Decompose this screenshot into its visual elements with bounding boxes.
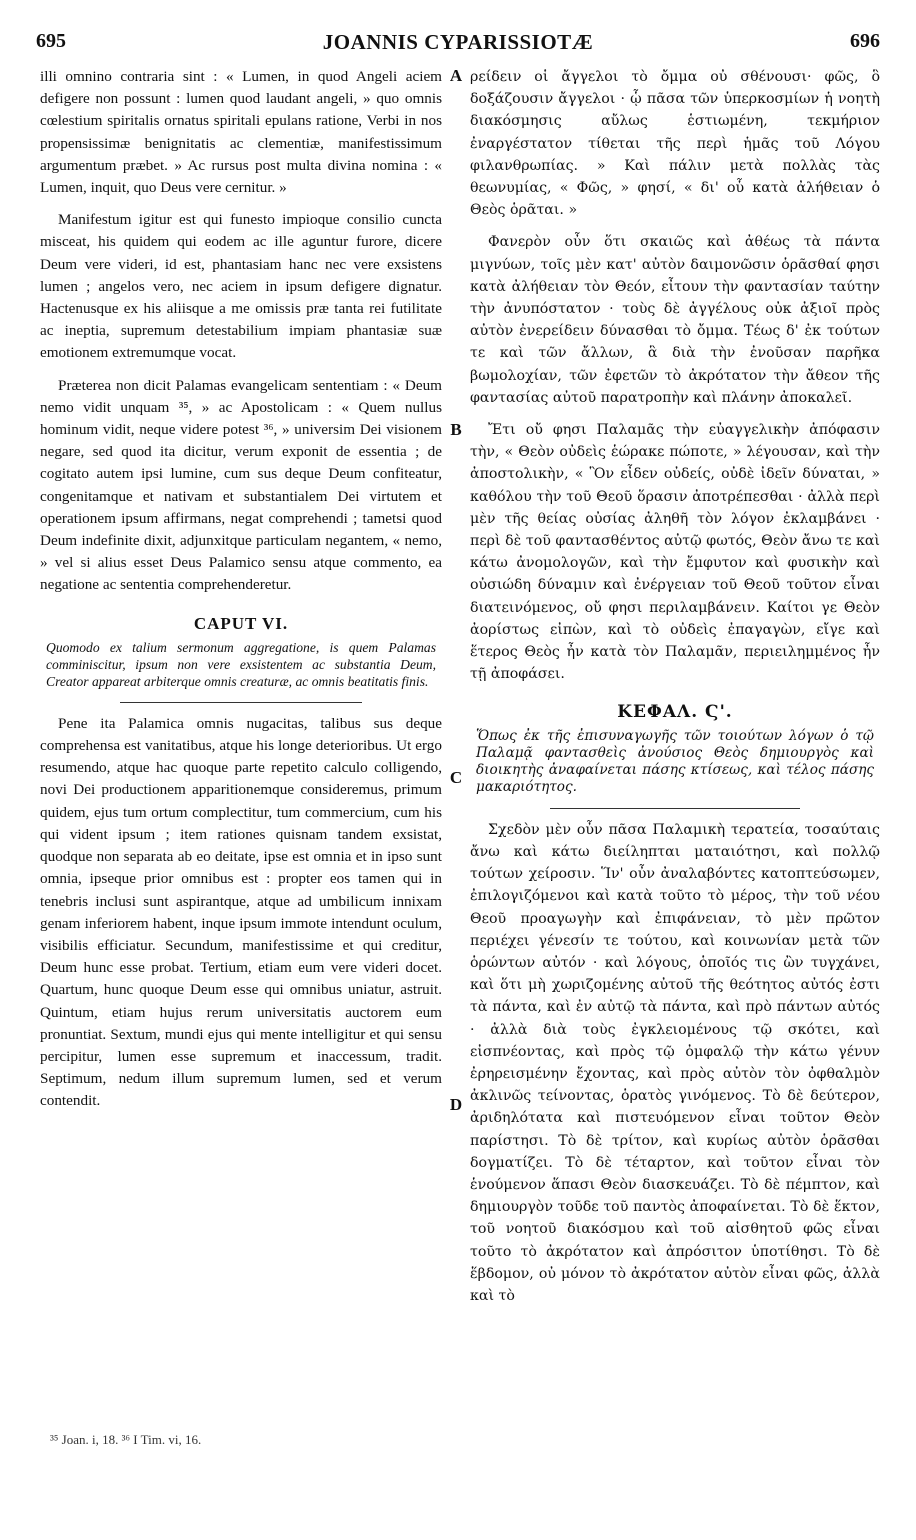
page-header	[30, 30, 886, 62]
footnotes: ³⁵ Joan. i, 18. ³⁶ I Tim. vi, 16.	[50, 1432, 202, 1447]
greek-column	[470, 66, 880, 1317]
latin-divider	[120, 702, 362, 703]
page-number-left: 695	[36, 30, 66, 52]
margin-marker-b: B	[450, 420, 462, 439]
greek-chapter-heading: ΚΕΦΑΛ. Ϛ'.	[617, 702, 733, 723]
latin-paragraph-1: illi omnino contraria sint : « Lumen, in quod Angeli aciem defigere non possunt : lumen quod laudant angeli, » quo omnis cœlestium spiritalis ornatus spiritali epulans ratione, Verbi in nos propensissimæ benignitatis ac clementiæ, manifestissimum argumentum præbet. » Ac rursus post multa divina nomina : « Lumen, inquit, quo Deus vere cernitur. »	[40, 68, 442, 197]
greek-divider	[550, 808, 800, 809]
greek-paragraph-4: Σχεδὸν μὲν οὖν πᾶσα Παλαμικὴ τερατεία, τοσαύταις ἄνω καὶ κάτω διείληπται ματαιότησι, καὶ πολλῷ τούτων χείροσιν. Ἵν' οὖν ἀναλαβόντες κατοπτεύσωμεν, ἐπιλογιζόμενοι καὶ κατὰ τοῦτο τὸ μέρος, τὴν τοῦ νέου Θεοῦ προαγωγὴν καὶ ἐπιφάνειαν, τὸ μὲν πρῶτον περιέχει γένεσίν τε τούτου, καὶ κοινωνίαν μετὰ τῶν ὁρώντων αὐτόν · καὶ λόγους, ὁποῖός τις ὢν τυγχάνει, καὶ ὅτι μὴ χωριζομένης αὐτοῦ τῆς θεότητος αὐτός ἐστι τὰ πάντα, καὶ ἐν αὐτῷ τὰ πάντα, καὶ πρὸ πάντων αὐτός · ἀλλὰ διὰ τοὺς ἐγκλειομένους τῷ σκότει, καὶ εἰσπνέοντας, καὶ πρὸς τῷ ὀμφαλῷ τὴν κάτω γένυν ἐρηρεισμένην ἔχοντας, καὶ πρὸς αὐτὸν τὸν ὀφθαλμὸν ἀκλινῶς τείνοντας, ὁρατὸς γινόμενος. Τὸ δὲ δεύτερον, ἀριδηλότατα καὶ πιστευόμενον εἶναι τοῦτον Θεὸν παρίστησι. Τὸ δὲ τρίτον, καὶ κυρίως αὐτὸν ὁρᾶσθαι δογματίζει. Τὸ δὲ τέταρτον, καὶ τοῦτον εἶναι τὸν ἑνούμενον ἅπασι Θεὸν διασκευάζει. Τὸ δὲ πέμπτον, καὶ δημιουργὸν τοῦδε τοῦ παντὸς ἀποφαίνεται. Τὸ δὲ ἕκτον, τοῦ νοητοῦ διακόσμου καὶ τοῦ αἰσθητοῦ φῶς εἶναι τοῦτο τὸ ἀκρότατον καὶ ἀπρόσιτον ὑποτίθησι. Τὸ δὲ ἕβδομον, οὐ μόνον τὸ ἀκρότατον αὐτὸν εἶναι φῶς, ἀλλὰ καὶ τὸ	[470, 821, 880, 1304]
margin-marker-a: A	[449, 66, 463, 85]
latin-chapter-heading: CAPUT VI.	[193, 613, 289, 633]
latin-paragraph-2: Manifestum igitur est qui funesto impioque consilio cuncta misceat, his quidem qui eodem ac ille aguntur furore, dicere Deum vere videri, id est, phantasiam hanc nec vere exsistens lumen ; angelos vero, nec aciem in ipsum defigere dignatur. Hactenusque ex his aliisque a me omissis præ tanta rei futilitate ac ineptia, supremum detestabilium impiam phantasiæ suæ emotionem extremumque vocat.	[40, 211, 442, 362]
latin-paragraph-4: Pene ita Palamica omnis nugacitas, talibus sus deque comprehensa est vanitatibus, atque his longe deterioribus. Ut ergo resumendo, atque hac quoque parte repetito calculo colligendo, novi Dei productionem apparitionemque consideremus, primum quidem, ejus tum ortum complectitur, tum commercium, cum his qui vident ipsum ; item rationes quisnam tandem exsistat, quodque non separata ab eo deitate, ipse est omnia et in ipso sunt omnia, ipseque prior omnibus est : propter eos tamen qui in tenebris inclusi sunt aspirantque, atque ad umbilicum innixam genam inferiorem habent, inque ipsum immote intendunt oculum, visibilis efficiatur. Secundum, manifestissime et qui creditur, Deum hunc esse probat. Tertium, etiam eum vere videri docet. Quartum, hunc quoque Deum esse qui omnibus uniatur, astruit. Quintum, etiam hujus rerum universitatis auctorem eum pronuntiat. Sextum, mundi ejus qui mente intelligitur et qui sensu percipitur, lumen esse supremum et inaccessum, tradit. Septimum, nedum illum supremum lumen, sed et verum contendit.	[40, 714, 442, 1110]
latin-paragraph-3: Præterea non dicit Palamas evangelicam sententiam : « Deum nemo vidit unquam ³⁵, » ac Apostolicam : « Quem nullus hominum vidit, neque videre potest ³⁶, » universim Dei visionem negare, sed quod ita dicitur, verum exponit de essentia ; de cogitato autem ipsi lumine, cum sus deque Deum confiteatur, congenitamque et nativam et substantialem Dei virtutem et operationem ipsum affirmans, negat comprehendi ; tametsi quod Deum indefinite dixit, adjunxitque particulam negantem, « nemo, » vel si alius esset Deus Palamico sensu atque commento, ea negatione ac sententia comprehenderetur.	[40, 376, 442, 594]
latin-column	[40, 66, 442, 1123]
greek-paragraph-2: Φανερὸν οὖν ὅτι σκαιῶς καὶ ἀθέως τὰ πάντα μιγνύων, τοῖς μὲν κατ' αὐτὸν δαιμονῶσιν ὁρᾶσθαί φησι κατὰ ἀλήθειαν τὸν Θεόν, εἶτουν τὴν φαντασίαν ταύτην τὴν ἀνυπόστατον · τοὺς δὲ ἀγγέλους οὐκ ἀξιοῖ πρὸς αὐτὸν ἐνερείδειν δύνασθαι τὸ ὄμμα. Τέως δ' ἐκ τούτων τε καὶ τῶν ἄλλων, ἃ διὰ τὴν ἐνοῦσαν παρῆκα βωμολοχίαν, τῶν ἐφετῶν τὸ ἀκρότατον τὴν ἄθεον τῆς φαντασίας αὐτοῦ παρατροπὴν καὶ πλάνην ἀποκαλεῖ.	[470, 234, 880, 406]
greek-paragraph-3: Ἔτι οὔ φησι Παλαμᾶς τὴν εὐαγγελικὴν ἀπόφασιν τὴν, « Θεὸν οὐδεὶς ἑώρακε πώποτε, » λέγουσαν, καὶ τὴν ἀποστολικὴν, « Ὃν εἶδεν οὐδείς, οὐδὲ ἰδεῖν δύναται, » καθόλου τὴν τοῦ Θεοῦ ὅρασιν ἀποτρέπεσθαι · ἀλλὰ περὶ μὲν τῆς θείας οὐσίας ἀληθῆ τὸν λόγον ἐκλαμβάνει · περὶ δὲ τοῦ φαντασθέντος αὐτῷ φωτός, Θεὸν ἄνω τε καὶ κάτω ἀνομολογῶν, καὶ τὴν ἔμφυτον καὶ φυσικὴν καὶ οὐσιώδη δύναμιν καὶ ἐνέργειαν τοῦ Θεοῦ τοῦτον εἶναι διατεινόμενος, οὔ φησι περιλαμβάνειν. Καίτοι γε Θεὸν ἀορίστως εἰπὼν, καὶ τὸ οὐδεὶς ἐπαγαγὼν, εἴγε καὶ ἕτερος Θεὸς ἦν κατὰ τὸν Παλαμᾶν, περιειλημμένος ἦν τῇ ἀποφάσει.	[470, 422, 880, 683]
margin-marker-c: C	[449, 768, 463, 787]
greek-paragraph-1: ρείδειν οἱ ἄγγελοι τὸ ὄμμα οὐ σθένουσι· φῶς, ὃ δοξάζουσιν ἄγγελοι · ᾧ πᾶσα τῶν ὑπερκοσμίων ἡ νοητὴ διακόσμησις αὔλως ἑστιωμένη, τεκμήριον ἐναργέστατον τίθεται τῆς περὶ ἡμᾶς τοῦ Λόγου φιλανθρωπίας. » Καὶ πάλιν μετὰ πολλὰς τὰς θεωνυμίας, « Φῶς, » φησί, « δι' οὗ κατὰ ἀλήθειαν ὁ Θεὸς ὁρᾶται. »	[470, 69, 880, 219]
running-title: JOANNIS CYPARISSIOTÆ	[322, 30, 594, 54]
page-number-right: 696	[850, 30, 880, 52]
greek-chapter-summary: Ὅπως ἐκ τῆς ἐπισυναγωγῆς τῶν τοιούτων λόγων ὁ τῷ Παλαμᾷ φαντασθεὶς ἀνούσιος Θεὸς δημιουργὸς καὶ διοικητὴς ἀναφαίνεται πάσης κτίσεως, καὶ τέλος πάσης μακαριότητος.	[476, 727, 874, 795]
margin-marker-d: D	[449, 1095, 463, 1114]
latin-chapter-summary: Quomodo ex talium sermonum aggregatione, is quem Palamas comminiscitur, ipsum non vere exsistentem ac substantia Deum, Creator appareat arbiterque omnis creaturæ, ac omnis beatitatis finis.	[46, 639, 436, 689]
